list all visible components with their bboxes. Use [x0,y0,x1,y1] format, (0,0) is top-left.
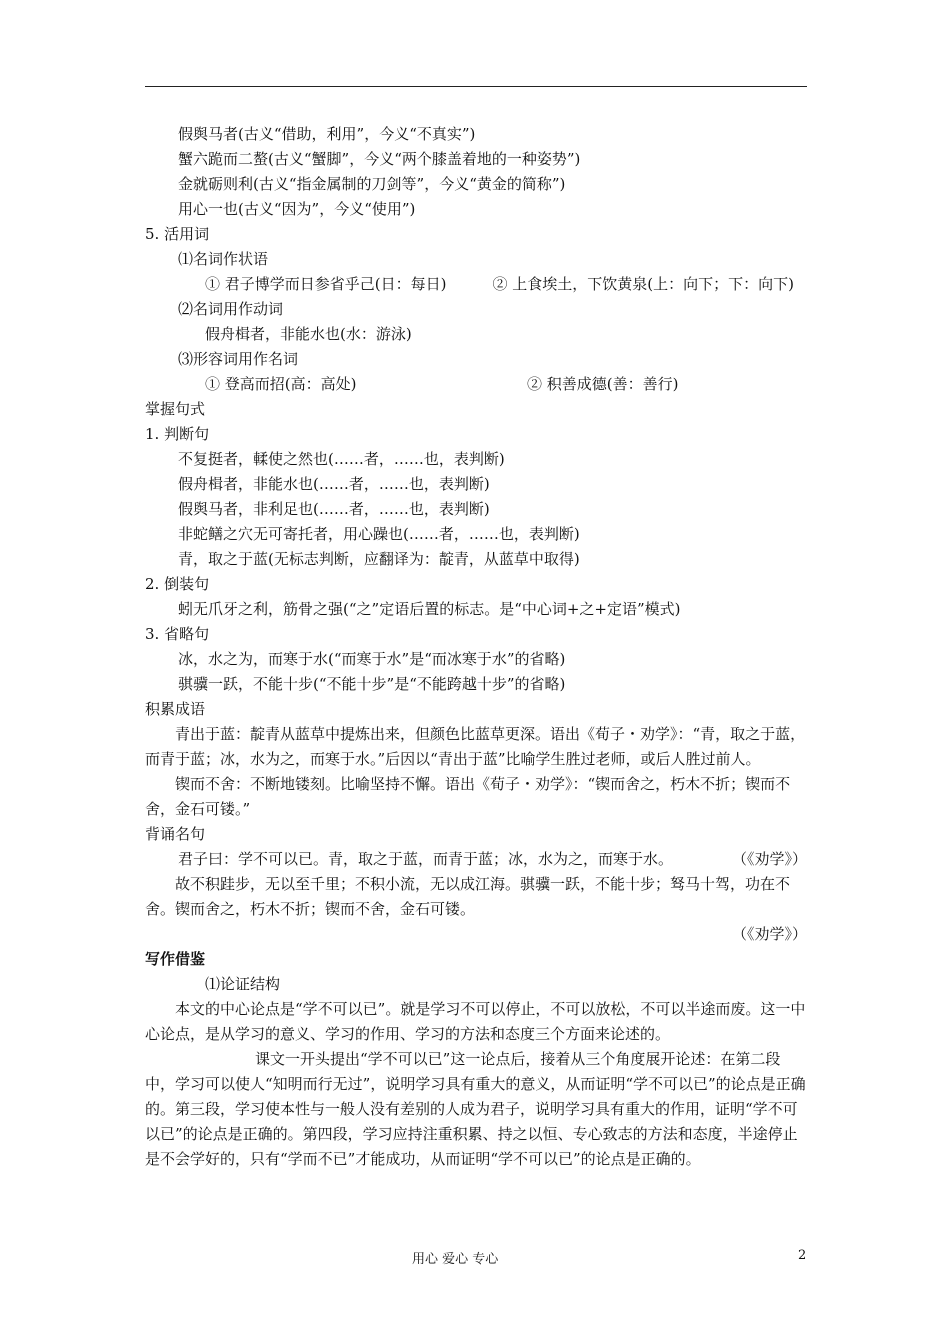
page-content [145,122,807,1172]
example-pair [145,272,807,297]
quote-source: （《劝学》） [731,925,807,943]
example-row [145,372,807,397]
quote-source: （《劝学》） [731,850,807,868]
text-line: 青，取之于蓝(无标志判断，应翻译为：靛青，从蓝草中取得) [178,550,580,568]
text-line: 假舆马者(古义“借助，利用”，今义“不真实”) [178,125,476,143]
text-line: 不复挺者，輮使之然也(……者，……也，表判断) [178,450,505,468]
example-right: ② 上食埃土，下饮黄泉(上：向下；下：向下) [492,275,794,293]
text-line: 蟹六跪而二螯(古义“蟹脚”，今义“两个膝盖着地的一种姿势”) [178,150,581,168]
subheading: ⑴论证结构 [205,975,281,993]
text-line: 假舆马者，非利足也(……者，……也，表判断) [178,500,490,518]
subheading: ⑴名词作状语 [178,250,269,268]
section-heading: 写作借鉴 [145,950,206,968]
text-line: 骐骥一跃，不能十步(“不能十步”是“不能跨越十步”的省略) [178,675,566,693]
section-heading: 3. 省略句 [145,625,210,643]
text-line: 金就砺则利(古义“指金属制的刀剑等”，今义“黄金的简称”) [178,175,566,193]
section-heading: 背诵名句 [145,825,206,843]
example-left: ① 登高而招(高：高处) [205,375,357,393]
section-heading: 掌握句式 [145,400,206,418]
example-row [145,272,807,297]
example-right: ② 积善成德(善：善行) [527,375,679,393]
paragraph: 课文一开头提出“学不可以已”这一论点后，接着从三个角度展开论述：在第二段中，学习可以使人“知明而行无过”，说明学习具有重大的意义，从而证明“学不可以已”的论点是正确的。第三段，学习使本性与一般人没有差别的人成为君子，说明学习具有重大的作用，证明“学不可以已”的论点是正确的。第四段，学习应持注重积累、持之以恒、专心致志的方法和态度，半途停止是不会学好的，只有“学而不已”才能成功，从而证明“学不可以已”的论点是正确的。 [145,1050,806,1168]
subheading: ⑶形容词用作名词 [178,350,299,368]
text-line: 蚓无爪牙之利，筋骨之强(“之”定语后置的标志。是“中心词+之+定语”模式) [178,600,681,618]
text-line: 假舟楫者，非能水也(……者，……也，表判断) [178,475,490,493]
paragraph: 本文的中心论点是“学不可以已”。就是学习不可以停止，不可以放松，不可以半途而废。这一中心论点，是从学习的意义、学习的作用、学习的方法和态度三个方面来论述的。 [145,1000,806,1043]
text-line: 非蛇鳝之穴无可寄托者，用心躁也(……者，……也，表判断) [178,525,580,543]
paragraph: 锲而不舍：不断地镂刻。比喻坚持不懈。语出《荀子・劝学》：“锲而舍之，朽木不折；锲而不舍，金石可镂。” [145,775,791,818]
paragraph: 青出于蓝：靛青从蓝草中提炼出来，但颜色比蓝草更深。语出《荀子・劝学》：“青，取之于蓝，而青于蓝；冰，水为之，而寒于水。”后因以“青出于蓝”比喻学生胜过老师，或后人胜过前人。 [145,725,806,768]
quote-row [145,847,807,872]
example-left: ① 君子博学而日参省乎己(日：每日) [205,275,447,293]
text-line: 假舟楫者，非能水也(水：游泳) [205,325,412,343]
text-line: 用心一也(古义“因为”，今义“使用”) [178,200,416,218]
section-heading: 积累成语 [145,700,206,718]
section-heading: 2. 倒装句 [145,575,210,593]
paragraph: 故不积跬步，无以至千里；不积小流，无以成江海。骐骥一跃，不能十步；驽马十驾，功在不舍。锲而舍之，朽木不折；锲而不舍，金石可镂。 [145,875,791,918]
section-heading: 5. 活用词 [145,225,210,243]
footer-motto: 用心 爱心 专心 [412,1252,499,1267]
page-number: 2 [798,1248,807,1263]
text-line: 冰，水之为，而寒于水(“而寒于水”是“而冰寒于水”的省略) [178,650,566,668]
subheading: ⑵名词用作动词 [178,300,284,318]
quote-text: 君子曰：学不可以已。青，取之于蓝，而青于蓝；冰，水为之，而寒于水。 [178,850,674,868]
section-heading: 1. 判断句 [145,425,210,443]
header-rule [145,86,807,87]
